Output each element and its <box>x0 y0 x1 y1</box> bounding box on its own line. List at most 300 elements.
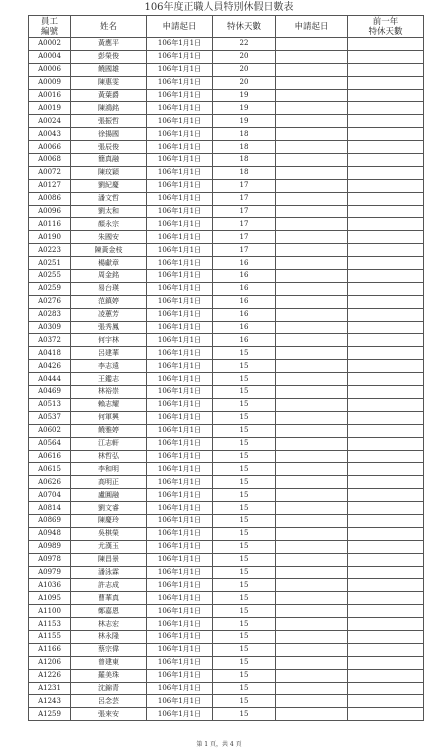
cell-name: 羅美珠 <box>71 669 147 682</box>
table-row <box>29 270 424 283</box>
header-apply-start-date: 申請起日 <box>276 16 348 38</box>
cell-employee-id: A0127 <box>29 179 71 192</box>
cell-name: 賴志耀 <box>71 398 147 411</box>
table-row <box>29 411 424 424</box>
cell-previous-year-days <box>348 682 424 695</box>
cell-leave-days: 16 <box>213 308 276 321</box>
cell-start-date: 106年1月1日 <box>147 270 213 283</box>
cell-start-date: 106年1月1日 <box>147 218 213 231</box>
cell-start-date: 106年1月1日 <box>147 411 213 424</box>
cell-apply-start-date <box>276 630 348 643</box>
table-row <box>29 450 424 463</box>
table-row <box>29 334 424 347</box>
header-leave-days: 特休天數 <box>213 16 276 38</box>
cell-employee-id: A0616 <box>29 450 71 463</box>
cell-leave-days: 15 <box>213 708 276 721</box>
cell-apply-start-date <box>276 514 348 527</box>
cell-start-date: 106年1月1日 <box>147 205 213 218</box>
cell-leave-days: 15 <box>213 695 276 708</box>
cell-previous-year-days <box>348 141 424 154</box>
cell-employee-id: A0043 <box>29 128 71 141</box>
cell-name: 凌蕙芳 <box>71 308 147 321</box>
cell-apply-start-date <box>276 643 348 656</box>
cell-name: 李和明 <box>71 463 147 476</box>
cell-previous-year-days <box>348 308 424 321</box>
cell-employee-id: A0019 <box>29 102 71 115</box>
cell-employee-id: A1259 <box>29 708 71 721</box>
cell-previous-year-days <box>348 398 424 411</box>
cell-leave-days: 15 <box>213 566 276 579</box>
cell-leave-days: 15 <box>213 450 276 463</box>
cell-start-date: 106年1月1日 <box>147 360 213 373</box>
cell-previous-year-days <box>348 192 424 205</box>
cell-start-date: 106年1月1日 <box>147 566 213 579</box>
cell-apply-start-date <box>276 527 348 540</box>
cell-start-date: 106年1月1日 <box>147 321 213 334</box>
cell-employee-id: A0426 <box>29 360 71 373</box>
cell-employee-id: A0372 <box>29 334 71 347</box>
table-row <box>29 424 424 437</box>
table-row <box>29 115 424 128</box>
cell-name: 林裕崇 <box>71 386 147 399</box>
table-row <box>29 502 424 515</box>
table-row <box>29 682 424 695</box>
cell-name: 楊獻章 <box>71 257 147 270</box>
header-previous-year-days-label: 前一年 特休天數 <box>368 16 403 37</box>
table-row <box>29 179 424 192</box>
cell-start-date: 106年1月1日 <box>147 257 213 270</box>
cell-name: 張辰俊 <box>71 141 147 154</box>
cell-start-date: 106年1月1日 <box>147 89 213 102</box>
cell-previous-year-days <box>348 205 424 218</box>
cell-employee-id: A0513 <box>29 398 71 411</box>
cell-leave-days: 17 <box>213 179 276 192</box>
cell-leave-days: 17 <box>213 244 276 257</box>
cell-name: 陳惠雯 <box>71 76 147 89</box>
cell-apply-start-date <box>276 102 348 115</box>
cell-leave-days: 15 <box>213 527 276 540</box>
cell-employee-id: A0704 <box>29 489 71 502</box>
cell-apply-start-date <box>276 540 348 553</box>
cell-start-date: 106年1月1日 <box>147 334 213 347</box>
cell-leave-days: 16 <box>213 334 276 347</box>
cell-leave-days: 16 <box>213 295 276 308</box>
table-row <box>29 308 424 321</box>
cell-leave-days: 15 <box>213 411 276 424</box>
cell-employee-id: A1153 <box>29 618 71 631</box>
cell-start-date: 106年1月1日 <box>147 450 213 463</box>
cell-previous-year-days <box>348 166 424 179</box>
cell-leave-days: 15 <box>213 682 276 695</box>
cell-apply-start-date <box>276 579 348 592</box>
cell-apply-start-date <box>276 89 348 102</box>
cell-previous-year-days <box>348 89 424 102</box>
cell-name: 鄭嘉恩 <box>71 605 147 618</box>
cell-apply-start-date <box>276 128 348 141</box>
cell-employee-id: A1206 <box>29 656 71 669</box>
cell-employee-id: A0006 <box>29 63 71 76</box>
cell-start-date: 106年1月1日 <box>147 424 213 437</box>
cell-employee-id: A1155 <box>29 630 71 643</box>
cell-name: 張來安 <box>71 708 147 721</box>
cell-name: 簡真融 <box>71 154 147 167</box>
table-row <box>29 373 424 386</box>
cell-previous-year-days <box>348 527 424 540</box>
cell-apply-start-date <box>276 411 348 424</box>
cell-leave-days: 15 <box>213 360 276 373</box>
cell-leave-days: 15 <box>213 489 276 502</box>
cell-employee-id: A0602 <box>29 424 71 437</box>
cell-leave-days: 20 <box>213 76 276 89</box>
cell-employee-id: A0116 <box>29 218 71 231</box>
cell-apply-start-date <box>276 347 348 360</box>
cell-leave-days: 18 <box>213 141 276 154</box>
cell-leave-days: 15 <box>213 463 276 476</box>
cell-start-date: 106年1月1日 <box>147 669 213 682</box>
table-row <box>29 579 424 592</box>
cell-name: 呂建華 <box>71 347 147 360</box>
cell-name: 曾建東 <box>71 656 147 669</box>
cell-employee-id: A0615 <box>29 463 71 476</box>
cell-employee-id: A0444 <box>29 373 71 386</box>
cell-previous-year-days <box>348 553 424 566</box>
cell-apply-start-date <box>276 244 348 257</box>
cell-leave-days: 15 <box>213 618 276 631</box>
cell-apply-start-date <box>276 450 348 463</box>
cell-employee-id: A0948 <box>29 527 71 540</box>
cell-previous-year-days <box>348 476 424 489</box>
cell-apply-start-date <box>276 205 348 218</box>
cell-apply-start-date <box>276 218 348 231</box>
table-row <box>29 386 424 399</box>
cell-previous-year-days <box>348 63 424 76</box>
cell-start-date: 106年1月1日 <box>147 192 213 205</box>
cell-previous-year-days <box>348 643 424 656</box>
cell-previous-year-days <box>348 128 424 141</box>
cell-apply-start-date <box>276 373 348 386</box>
cell-name: 何宇林 <box>71 334 147 347</box>
cell-previous-year-days <box>348 334 424 347</box>
cell-employee-id: A0068 <box>29 154 71 167</box>
cell-employee-id: A0223 <box>29 244 71 257</box>
cell-apply-start-date <box>276 489 348 502</box>
table-row <box>29 102 424 115</box>
table-row <box>29 128 424 141</box>
cell-leave-days: 17 <box>213 192 276 205</box>
table-row <box>29 643 424 656</box>
cell-apply-start-date <box>276 437 348 450</box>
cell-name: 沈錦青 <box>71 682 147 695</box>
cell-apply-start-date <box>276 76 348 89</box>
cell-name: 曹華真 <box>71 592 147 605</box>
table-row <box>29 50 424 63</box>
table-row <box>29 321 424 334</box>
table-row <box>29 347 424 360</box>
cell-start-date: 106年1月1日 <box>147 618 213 631</box>
table-row <box>29 527 424 540</box>
cell-name: 黃葉爵 <box>71 89 147 102</box>
cell-start-date: 106年1月1日 <box>147 308 213 321</box>
cell-previous-year-days <box>348 502 424 515</box>
cell-name: 張振哲 <box>71 115 147 128</box>
cell-leave-days: 16 <box>213 282 276 295</box>
table-row <box>29 154 424 167</box>
table-row <box>29 476 424 489</box>
page-footer: 第 1 頁，共 4 頁 <box>196 741 242 748</box>
cell-name: 陳慶玲 <box>71 514 147 527</box>
table-row <box>29 489 424 502</box>
table-row <box>29 38 424 51</box>
cell-employee-id: A0309 <box>29 321 71 334</box>
cell-name: 劉文睿 <box>71 502 147 515</box>
cell-start-date: 106年1月1日 <box>147 179 213 192</box>
cell-leave-days: 16 <box>213 321 276 334</box>
cell-leave-days: 15 <box>213 605 276 618</box>
cell-name: 何軍興 <box>71 411 147 424</box>
cell-name: 劉太和 <box>71 205 147 218</box>
document-title: 106年度正職人員特別休假日數表 <box>144 2 294 13</box>
cell-previous-year-days <box>348 424 424 437</box>
cell-name: 陳鴻銘 <box>71 102 147 115</box>
table-row <box>29 360 424 373</box>
cell-leave-days: 16 <box>213 257 276 270</box>
table-row <box>29 244 424 257</box>
table-row <box>29 708 424 721</box>
cell-start-date: 106年1月1日 <box>147 244 213 257</box>
cell-leave-days: 15 <box>213 386 276 399</box>
table-row <box>29 89 424 102</box>
cell-start-date: 106年1月1日 <box>147 514 213 527</box>
cell-start-date: 106年1月1日 <box>147 695 213 708</box>
cell-previous-year-days <box>348 411 424 424</box>
cell-leave-days: 18 <box>213 154 276 167</box>
cell-name: 盧圓融 <box>71 489 147 502</box>
cell-previous-year-days <box>348 579 424 592</box>
cell-apply-start-date <box>276 295 348 308</box>
cell-name: 陳昌景 <box>71 553 147 566</box>
cell-leave-days: 19 <box>213 102 276 115</box>
cell-start-date: 106年1月1日 <box>147 682 213 695</box>
table-row <box>29 514 424 527</box>
cell-employee-id: A0418 <box>29 347 71 360</box>
table-row <box>29 398 424 411</box>
cell-previous-year-days <box>348 669 424 682</box>
cell-apply-start-date <box>276 605 348 618</box>
cell-leave-days: 19 <box>213 89 276 102</box>
cell-leave-days: 15 <box>213 656 276 669</box>
cell-name: 呂念芸 <box>71 695 147 708</box>
cell-previous-year-days <box>348 179 424 192</box>
cell-apply-start-date <box>276 695 348 708</box>
cell-employee-id: A0564 <box>29 437 71 450</box>
cell-leave-days: 15 <box>213 437 276 450</box>
table-row <box>29 231 424 244</box>
cell-leave-days: 15 <box>213 643 276 656</box>
table-row <box>29 205 424 218</box>
cell-apply-start-date <box>276 386 348 399</box>
cell-name: 彭榮俊 <box>71 50 147 63</box>
cell-name: 張秀鳳 <box>71 321 147 334</box>
table-row <box>29 695 424 708</box>
cell-start-date: 106年1月1日 <box>147 76 213 89</box>
cell-leave-days: 18 <box>213 128 276 141</box>
cell-employee-id: A1243 <box>29 695 71 708</box>
cell-previous-year-days <box>348 489 424 502</box>
cell-apply-start-date <box>276 308 348 321</box>
table-row <box>29 76 424 89</box>
cell-previous-year-days <box>348 115 424 128</box>
cell-name: 江志軒 <box>71 437 147 450</box>
cell-previous-year-days <box>348 154 424 167</box>
cell-name: 饒國雄 <box>71 63 147 76</box>
cell-apply-start-date <box>276 618 348 631</box>
table-row <box>29 540 424 553</box>
cell-name: 許志成 <box>71 579 147 592</box>
cell-previous-year-days <box>348 360 424 373</box>
cell-apply-start-date <box>276 592 348 605</box>
cell-apply-start-date <box>276 50 348 63</box>
cell-apply-start-date <box>276 463 348 476</box>
cell-employee-id: A0086 <box>29 192 71 205</box>
cell-previous-year-days <box>348 592 424 605</box>
table-body <box>29 38 424 721</box>
cell-leave-days: 17 <box>213 205 276 218</box>
cell-employee-id: A0978 <box>29 553 71 566</box>
cell-leave-days: 18 <box>213 166 276 179</box>
cell-leave-days: 15 <box>213 373 276 386</box>
cell-start-date: 106年1月1日 <box>147 579 213 592</box>
cell-employee-id: A0096 <box>29 205 71 218</box>
cell-employee-id: A0024 <box>29 115 71 128</box>
cell-start-date: 106年1月1日 <box>147 386 213 399</box>
cell-previous-year-days <box>348 347 424 360</box>
cell-name: 林哲弘 <box>71 450 147 463</box>
cell-employee-id: A0072 <box>29 166 71 179</box>
table-row <box>29 463 424 476</box>
table-row <box>29 63 424 76</box>
cell-apply-start-date <box>276 476 348 489</box>
cell-previous-year-days <box>348 76 424 89</box>
cell-leave-days: 15 <box>213 592 276 605</box>
cell-start-date: 106年1月1日 <box>147 141 213 154</box>
cell-start-date: 106年1月1日 <box>147 166 213 179</box>
cell-employee-id: A0979 <box>29 566 71 579</box>
cell-apply-start-date <box>276 257 348 270</box>
cell-leave-days: 15 <box>213 398 276 411</box>
table-row <box>29 141 424 154</box>
cell-leave-days: 15 <box>213 514 276 527</box>
cell-leave-days: 15 <box>213 540 276 553</box>
cell-start-date: 106年1月1日 <box>147 553 213 566</box>
leave-days-table <box>28 15 424 721</box>
cell-apply-start-date <box>276 669 348 682</box>
cell-employee-id: A0869 <box>29 514 71 527</box>
cell-previous-year-days <box>348 605 424 618</box>
cell-start-date: 106年1月1日 <box>147 476 213 489</box>
table-row <box>29 656 424 669</box>
cell-employee-id: A0066 <box>29 141 71 154</box>
cell-start-date: 106年1月1日 <box>147 437 213 450</box>
cell-previous-year-days <box>348 50 424 63</box>
cell-name: 潘文哲 <box>71 192 147 205</box>
cell-employee-id: A1036 <box>29 579 71 592</box>
cell-name: 劉紀慶 <box>71 179 147 192</box>
cell-employee-id: A1100 <box>29 605 71 618</box>
cell-previous-year-days <box>348 38 424 51</box>
table-row <box>29 218 424 231</box>
cell-previous-year-days <box>348 450 424 463</box>
cell-start-date: 106年1月1日 <box>147 489 213 502</box>
cell-leave-days: 17 <box>213 231 276 244</box>
cell-previous-year-days <box>348 463 424 476</box>
cell-start-date: 106年1月1日 <box>147 63 213 76</box>
cell-start-date: 106年1月1日 <box>147 656 213 669</box>
cell-start-date: 106年1月1日 <box>147 502 213 515</box>
cell-previous-year-days <box>348 540 424 553</box>
cell-start-date: 106年1月1日 <box>147 643 213 656</box>
cell-employee-id: A1226 <box>29 669 71 682</box>
cell-start-date: 106年1月1日 <box>147 630 213 643</box>
cell-start-date: 106年1月1日 <box>147 708 213 721</box>
header-name: 姓名 <box>71 16 147 38</box>
table-header-row <box>29 16 424 38</box>
cell-start-date: 106年1月1日 <box>147 540 213 553</box>
cell-previous-year-days <box>348 102 424 115</box>
cell-name: 尤漢玉 <box>71 540 147 553</box>
cell-apply-start-date <box>276 360 348 373</box>
header-previous-year-days <box>348 16 424 38</box>
cell-employee-id: A0251 <box>29 257 71 270</box>
table-row <box>29 553 424 566</box>
cell-previous-year-days <box>348 231 424 244</box>
cell-employee-id: A0989 <box>29 540 71 553</box>
cell-name: 范鎮婷 <box>71 295 147 308</box>
cell-previous-year-days <box>348 695 424 708</box>
cell-previous-year-days <box>348 708 424 721</box>
cell-leave-days: 15 <box>213 347 276 360</box>
cell-start-date: 106年1月1日 <box>147 128 213 141</box>
cell-employee-id: A0255 <box>29 270 71 283</box>
table-row <box>29 605 424 618</box>
cell-name: 饒雅婷 <box>71 424 147 437</box>
cell-previous-year-days <box>348 618 424 631</box>
table-row <box>29 295 424 308</box>
cell-start-date: 106年1月1日 <box>147 282 213 295</box>
cell-previous-year-days <box>348 630 424 643</box>
cell-leave-days: 20 <box>213 63 276 76</box>
cell-leave-days: 15 <box>213 553 276 566</box>
cell-employee-id: A0537 <box>29 411 71 424</box>
cell-employee-id: A0016 <box>29 89 71 102</box>
table-row <box>29 592 424 605</box>
cell-name: 王鑑志 <box>71 373 147 386</box>
cell-apply-start-date <box>276 424 348 437</box>
cell-previous-year-days <box>348 295 424 308</box>
cell-previous-year-days <box>348 656 424 669</box>
cell-employee-id: A1231 <box>29 682 71 695</box>
cell-leave-days: 19 <box>213 115 276 128</box>
cell-previous-year-days <box>348 244 424 257</box>
header-employee-id-label: 員工 編號 <box>40 16 58 37</box>
cell-employee-id: A0259 <box>29 282 71 295</box>
cell-previous-year-days <box>348 437 424 450</box>
cell-name: 陳玟穎 <box>71 166 147 179</box>
cell-apply-start-date <box>276 141 348 154</box>
cell-employee-id: A1166 <box>29 643 71 656</box>
cell-name: 李志遠 <box>71 360 147 373</box>
cell-name: 易台瑛 <box>71 282 147 295</box>
cell-employee-id: A0276 <box>29 295 71 308</box>
